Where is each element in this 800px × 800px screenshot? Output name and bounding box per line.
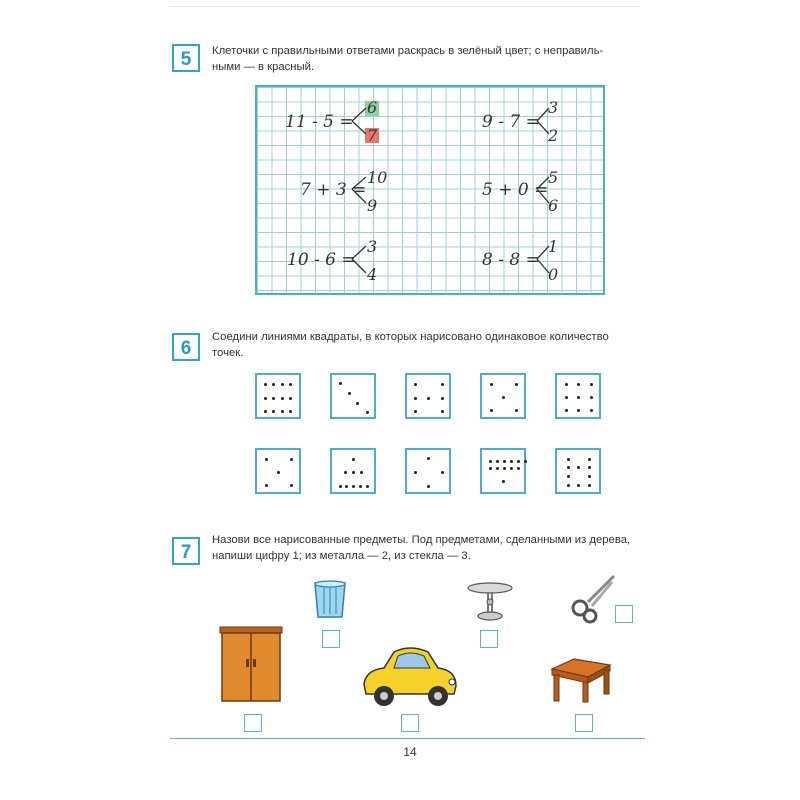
task-5-number: 5 — [172, 44, 200, 72]
task-6-number: 6 — [172, 333, 200, 361]
task-7-line-1: Назови все нарисованные предметы. Под предметами, сделанными из дерева, — [212, 534, 631, 546]
bottom-rule — [170, 738, 645, 739]
answer-box-stand[interactable] — [480, 630, 498, 648]
dot-box-bottom-4[interactable] — [480, 448, 526, 494]
expr-1: 11 - 5 = — [285, 112, 354, 132]
task-6-line-1: Соедини линиями квадраты, в которых нарисовано одинаковое количество — [212, 331, 609, 343]
task-6-line-2: точек. — [212, 347, 244, 359]
task-7-instruction — [212, 532, 652, 564]
task-5-line-1: Клеточки с правильными ответами раскрась в зелёный цвет; с неправиль- — [212, 45, 604, 57]
answer-5a[interactable]: 3 — [367, 237, 378, 256]
answer-3b[interactable]: 9 — [367, 196, 378, 215]
answer-box-scissors[interactable] — [615, 605, 633, 623]
answer-6a[interactable]: 1 — [548, 237, 559, 256]
wardrobe-icon — [218, 625, 284, 705]
answer-box-car[interactable] — [401, 714, 419, 732]
stool-icon — [548, 655, 614, 705]
page-number: 14 — [403, 745, 417, 759]
answer-6b[interactable]: 0 — [548, 265, 559, 284]
expr-6: 8 - 8 = — [482, 250, 540, 270]
expr-3: 7 + 3 = — [300, 180, 367, 200]
dot-box-bottom-3[interactable] — [405, 448, 451, 494]
task-6-instruction — [212, 329, 652, 361]
scissors-icon — [568, 572, 618, 624]
task-7-line-2: напиши цифру 1; из металла — 2, из стекла — 3. — [212, 550, 471, 562]
toy-car-icon — [358, 644, 462, 708]
answer-2a[interactable]: 3 — [548, 98, 559, 117]
dot-box-top-4[interactable] — [480, 373, 526, 419]
answer-3a[interactable]: 10 — [367, 168, 388, 187]
dot-box-bottom-2[interactable] — [330, 448, 376, 494]
fruit-stand-icon — [465, 578, 515, 624]
answer-1b[interactable]: 7 — [367, 126, 378, 145]
answer-2b[interactable]: 2 — [548, 126, 559, 145]
answer-4a[interactable]: 5 — [548, 168, 559, 187]
glass-cup-icon — [312, 580, 348, 620]
answer-box-stool[interactable] — [575, 714, 593, 732]
task-5-line-2: ными — в красный. — [212, 61, 315, 73]
expr-4: 5 + 0 = — [482, 180, 549, 200]
expr-5: 10 - 6 = — [287, 250, 356, 270]
answer-box-glass[interactable] — [322, 630, 340, 648]
answer-1a[interactable]: 6 — [367, 98, 378, 117]
dot-box-top-1[interactable] — [255, 373, 301, 419]
answer-4b[interactable]: 6 — [548, 196, 559, 215]
dot-box-bottom-1[interactable] — [255, 448, 301, 494]
task-7-number: 7 — [172, 537, 200, 565]
dot-box-top-5[interactable] — [555, 373, 601, 419]
expr-2: 9 - 7 = — [482, 112, 540, 132]
dot-box-top-3[interactable] — [405, 373, 451, 419]
dot-box-bottom-5[interactable] — [555, 448, 601, 494]
dot-box-top-2[interactable] — [330, 373, 376, 419]
answer-box-wardrobe[interactable] — [244, 714, 262, 732]
answer-5b[interactable]: 4 — [367, 265, 378, 284]
